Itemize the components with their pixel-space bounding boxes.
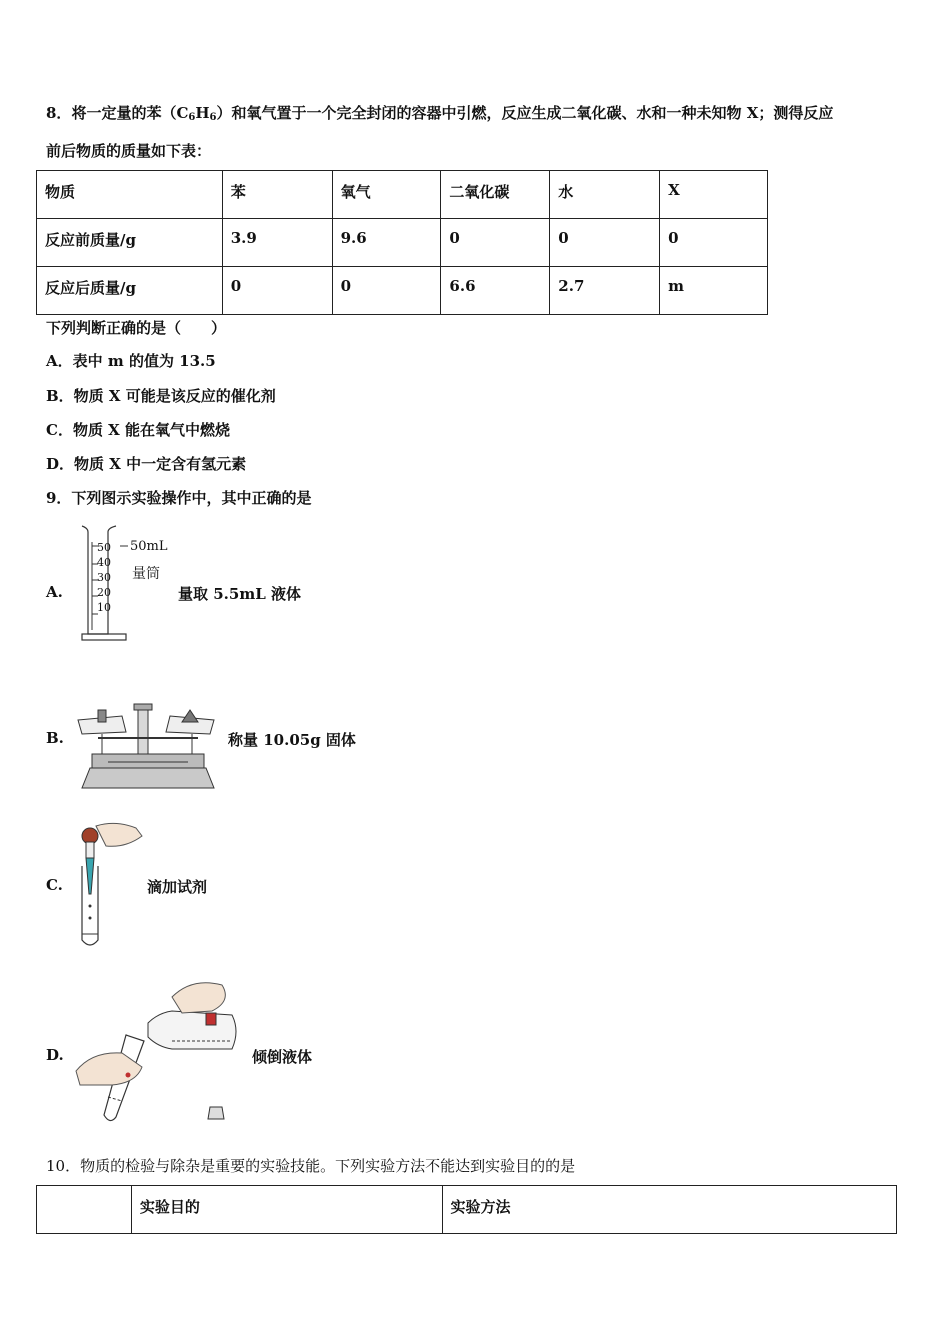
tick-label: 20 (97, 586, 111, 599)
q9-option-d-letter[interactable]: D. (46, 1046, 64, 1064)
table-cell: 反应后质量/g (37, 267, 223, 315)
q10-method-table (36, 1185, 897, 1234)
table-cell: 6.6 (441, 267, 550, 315)
q8-stem-line1: 8．将一定量的苯$(C_6H_6)$和氧气置于一个完全封闭的容器中引燃，反应生成二氧化碳、水和一种未知物 X；测得反应 (46, 104, 834, 123)
table-cell: 苯 (222, 171, 332, 219)
cylinder-tick-labels (97, 540, 111, 615)
cylinder-volume-label: 50mL (130, 539, 168, 554)
q8-option-b[interactable]: B．物质 X 可能是该反应的催化剂 (46, 387, 276, 405)
q8-option-d[interactable]: D．物质 X 中一定含有氢元素 (46, 455, 247, 473)
q9-option-b-caption: 称量 10.05g 固体 (228, 731, 356, 749)
table-cell: m (660, 267, 768, 315)
table-cell: 3.9 (222, 219, 332, 267)
table-header-row (37, 1186, 897, 1234)
cylinder-name-label: 量筒 (132, 566, 160, 582)
balance-scale-icon (78, 700, 218, 792)
q9-option-d-caption: 倾倒液体 (252, 1048, 313, 1066)
table-cell: 9.6 (332, 219, 441, 267)
pouring-liquid-icon (72, 975, 242, 1125)
q8-mass-table (36, 170, 768, 315)
table-cell: 2.7 (550, 267, 660, 315)
tick-label: 10 (97, 601, 111, 614)
q8-option-c[interactable]: C．物质 X 能在氧气中燃烧 (46, 421, 231, 439)
table-cell: 实验方法 (442, 1186, 896, 1234)
table-row (37, 219, 768, 267)
table-cell: 氧气 (332, 171, 441, 219)
table-cell: 0 (441, 219, 550, 267)
table-cell: 实验目的 (131, 1186, 442, 1234)
table-cell (37, 1186, 132, 1234)
tick-label: 50 (97, 541, 111, 554)
tick-label: 30 (97, 571, 111, 584)
table-cell: 0 (332, 267, 441, 315)
table-cell: 反应前质量/g (37, 219, 223, 267)
q8-prompt: 下列判断正确的是（ ） (46, 319, 227, 337)
q9-option-b-letter[interactable]: B. (46, 729, 64, 747)
q9-option-c-letter[interactable]: C. (46, 876, 63, 894)
table-cell: 0 (660, 219, 768, 267)
q9-option-a-caption: 量取 5.5mL 液体 (178, 585, 301, 603)
table-cell: 物质 (37, 171, 223, 219)
q9-option-c-caption: 滴加试剂 (147, 878, 208, 896)
q10-stem: 10．物质的检验与除杂是重要的实验技能。下列实验方法不能达到实验目的的是 (46, 1157, 576, 1175)
table-cell: 0 (550, 219, 660, 267)
dropper-test-tube-icon (76, 822, 146, 952)
table-cell: 0 (222, 267, 332, 315)
table-cell: X (660, 171, 768, 219)
q8-stem-line2: 前后物质的质量如下表： (46, 142, 212, 160)
table-row (37, 267, 768, 315)
table-header-row (37, 171, 768, 219)
table-cell: 二氧化碳 (441, 171, 550, 219)
q8-option-a[interactable]: A．表中 m 的值为 13.5 (46, 352, 216, 370)
q9-option-a-letter[interactable]: A. (46, 583, 63, 601)
tick-label: 40 (97, 556, 111, 569)
q9-stem: 9．下列图示实验操作中，其中正确的是 (46, 489, 312, 507)
table-cell: 水 (550, 171, 660, 219)
